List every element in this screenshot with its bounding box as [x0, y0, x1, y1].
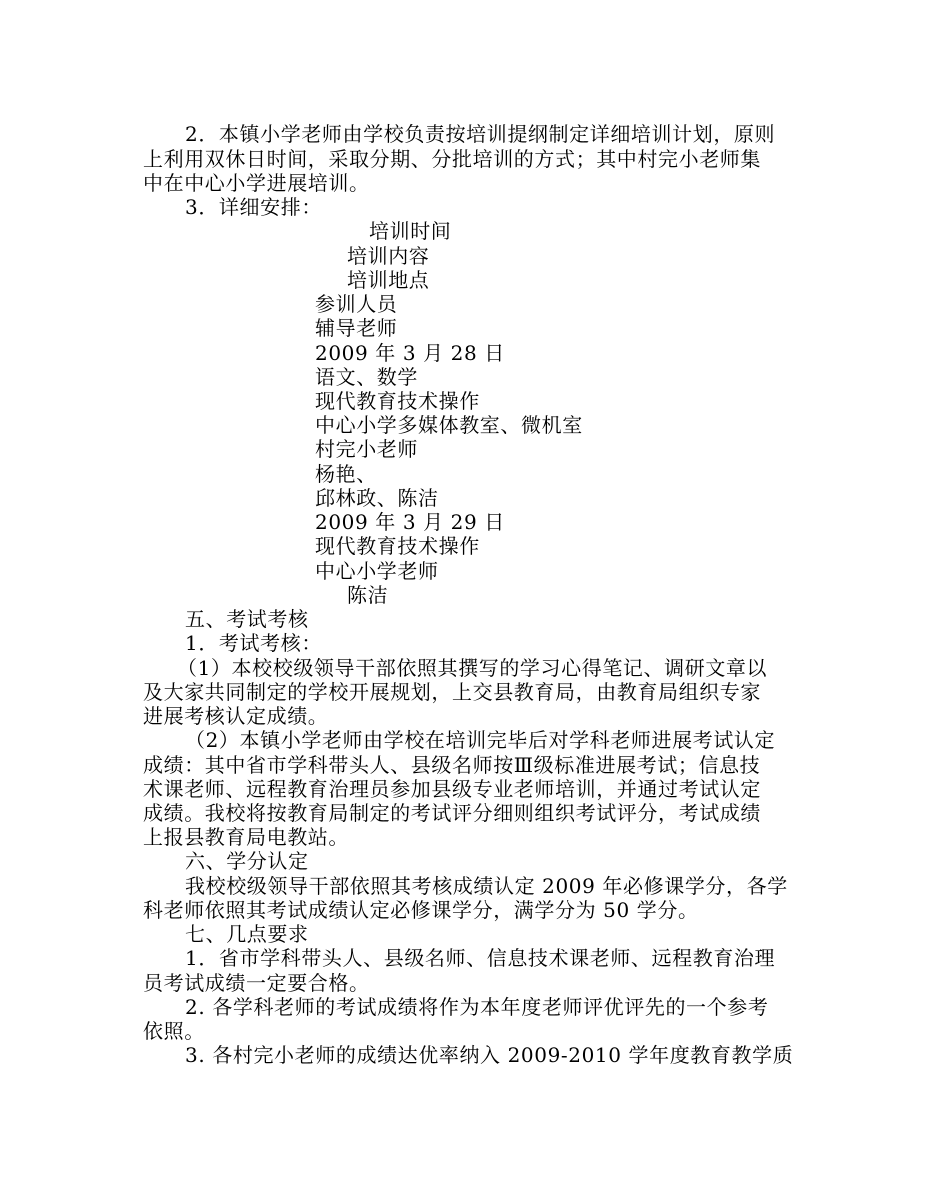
schedule-cell: 村完小老师 [315, 437, 418, 461]
schedule-cell: 现代教育技术操作 [315, 534, 480, 558]
paragraph-line: 成绩：其中省市学科带头人、县级名师按Ⅲ级标准进展考试；信息技 [143, 753, 761, 777]
paragraph-line: 依照。 [143, 1019, 205, 1043]
paragraph-line: 上报县教育局电教站。 [143, 825, 349, 849]
paragraph-line: 科老师依照其考试成绩认定必修课学分，满学分为 50 学分。 [143, 898, 699, 922]
schedule-header: 培训内容 [347, 244, 430, 268]
schedule-cell: 杨艳、 [315, 462, 377, 486]
paragraph-line: 2．本镇小学老师由学校负责按培训提纲制定详细培训计划，原则 [185, 122, 776, 146]
paragraph-line: 我校校级领导干部依照其考核成绩认定 2009 年必修课学分，各学 [185, 874, 788, 898]
section-heading: 五、考试考核 [185, 607, 309, 631]
schedule-header: 辅导老师 [315, 316, 398, 340]
paragraph-line: （2）本镇小学老师由学校在培训完毕后对学科老师进展考试认定 [185, 728, 776, 752]
schedule-cell: 中心小学老师 [315, 559, 439, 583]
section-heading: 七、几点要求 [185, 922, 309, 946]
paragraph-line: 1．省市学科带头人、县级名师、信息技术课老师、远程教育治理 [185, 946, 776, 970]
paragraph-line: 2. 各学科老师的考试成绩将作为本年度老师评优评先的一个参考 [185, 995, 769, 1019]
list-heading: 3．详细安排： [185, 195, 322, 219]
paragraph-line: 术课老师、远程教育治理员参加县级专业老师培训，并通过考试认定 [143, 777, 761, 801]
paragraph-line: 中在中心小学进展培训。 [143, 171, 370, 195]
schedule-cell: 陈洁 [347, 583, 389, 607]
schedule-header: 培训时间 [369, 219, 452, 243]
paragraph-line: 成绩。我校将按教育局制定的考试评分细则组织考试评分，考试成绩 [143, 801, 761, 825]
paragraph-line: 及大家共同制定的学校开展规划，上交县教育局，由教育局组织专家 [143, 680, 761, 704]
paragraph-line: 3. 各村完小老师的成绩达优率纳入 2009-2010 学年度教育教学质 [185, 1043, 794, 1067]
schedule-cell: 现代教育技术操作 [315, 389, 480, 413]
schedule-cell: 语文、数学 [315, 365, 418, 389]
schedule-cell: 邱林政、陈洁 [315, 486, 439, 510]
section-heading: 六、学分认定 [185, 849, 309, 873]
paragraph-line: 进展考核认定成绩。 [143, 704, 329, 728]
schedule-header: 培训地点 [347, 268, 430, 292]
schedule-cell: 中心小学多媒体教室、微机室 [315, 413, 583, 437]
schedule-header: 参训人员 [315, 292, 398, 316]
paragraph-line: （1）本校校级领导干部依照其撰写的学习心得笔记、调研文章以 [177, 656, 768, 680]
paragraph-line: 员考试成绩一定要合格。 [143, 971, 370, 995]
schedule-cell: 2009 年 3 月 29 日 [315, 510, 505, 534]
schedule-cell: 2009 年 3 月 28 日 [315, 341, 505, 365]
paragraph-line: 上利用双休日时间，采取分期、分批培训的方式；其中村完小老师集 [143, 147, 761, 171]
subsection-heading: 1．考试考核： [185, 631, 322, 655]
